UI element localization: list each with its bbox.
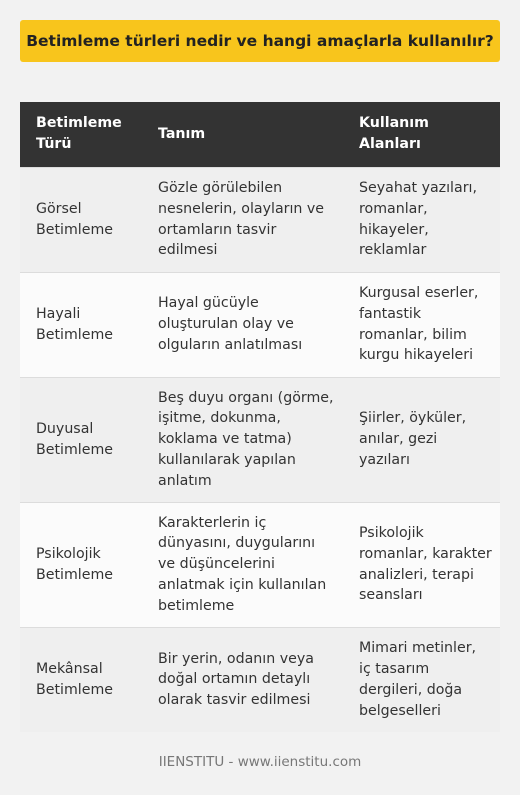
- table-row: [20, 502, 500, 627]
- cell-usage: Psikolojik romanlar, karakter analizleri, terapi seansları: [343, 502, 500, 627]
- cell-type: Psikolojik Betimleme: [20, 502, 142, 627]
- header-betimleme-turu: Betimleme Türü: [20, 102, 142, 167]
- header-kullanim-alanlari: Kullanım Alanları: [343, 102, 500, 167]
- page-title: Betimleme türleri nedir ve hangi amaçlarla kullanılır?: [20, 20, 500, 62]
- table-row: [20, 167, 500, 272]
- table-row: [20, 627, 500, 732]
- cell-type: Duyusal Betimleme: [20, 377, 142, 502]
- cell-definition: Gözle görülebilen nesnelerin, olayların ve ortamların tasvir edilmesi: [142, 167, 343, 272]
- cell-usage: Şiirler, öyküler, anılar, gezi yazıları: [343, 377, 500, 502]
- cell-definition: Hayal gücüyle oluşturulan olay ve olguların anlatılması: [142, 272, 343, 377]
- cell-definition: Bir yerin, odanın veya doğal ortamın detaylı olarak tasvir edilmesi: [142, 627, 343, 732]
- cell-definition: Beş duyu organı (görme, işitme, dokunma, koklama ve tatma) kullanılarak yapılan anlatım: [142, 377, 343, 502]
- table-header-row: [20, 102, 500, 167]
- cell-usage: Mimari metinler, iç tasarım dergileri, doğa belgeselleri: [343, 627, 500, 732]
- table-row: [20, 377, 500, 502]
- footer-source: IIENSTITU - www.iienstitu.com: [158, 754, 362, 770]
- header-tanim: Tanım: [142, 102, 343, 167]
- cell-type: Görsel Betimleme: [20, 167, 142, 272]
- table-row: [20, 272, 500, 377]
- cell-usage: Kurgusal eserler, fantastik romanlar, bilim kurgu hikayeleri: [343, 272, 500, 377]
- cell-type: Mekânsal Betimleme: [20, 627, 142, 732]
- cell-type: Hayali Betimleme: [20, 272, 142, 377]
- cell-definition: Karakterlerin iç dünyasını, duygularını ve düşüncelerini anlatmak için kullanılan betimleme: [142, 502, 343, 627]
- betimleme-table: [20, 102, 500, 732]
- cell-usage: Seyahat yazıları, romanlar, hikayeler, reklamlar: [343, 167, 500, 272]
